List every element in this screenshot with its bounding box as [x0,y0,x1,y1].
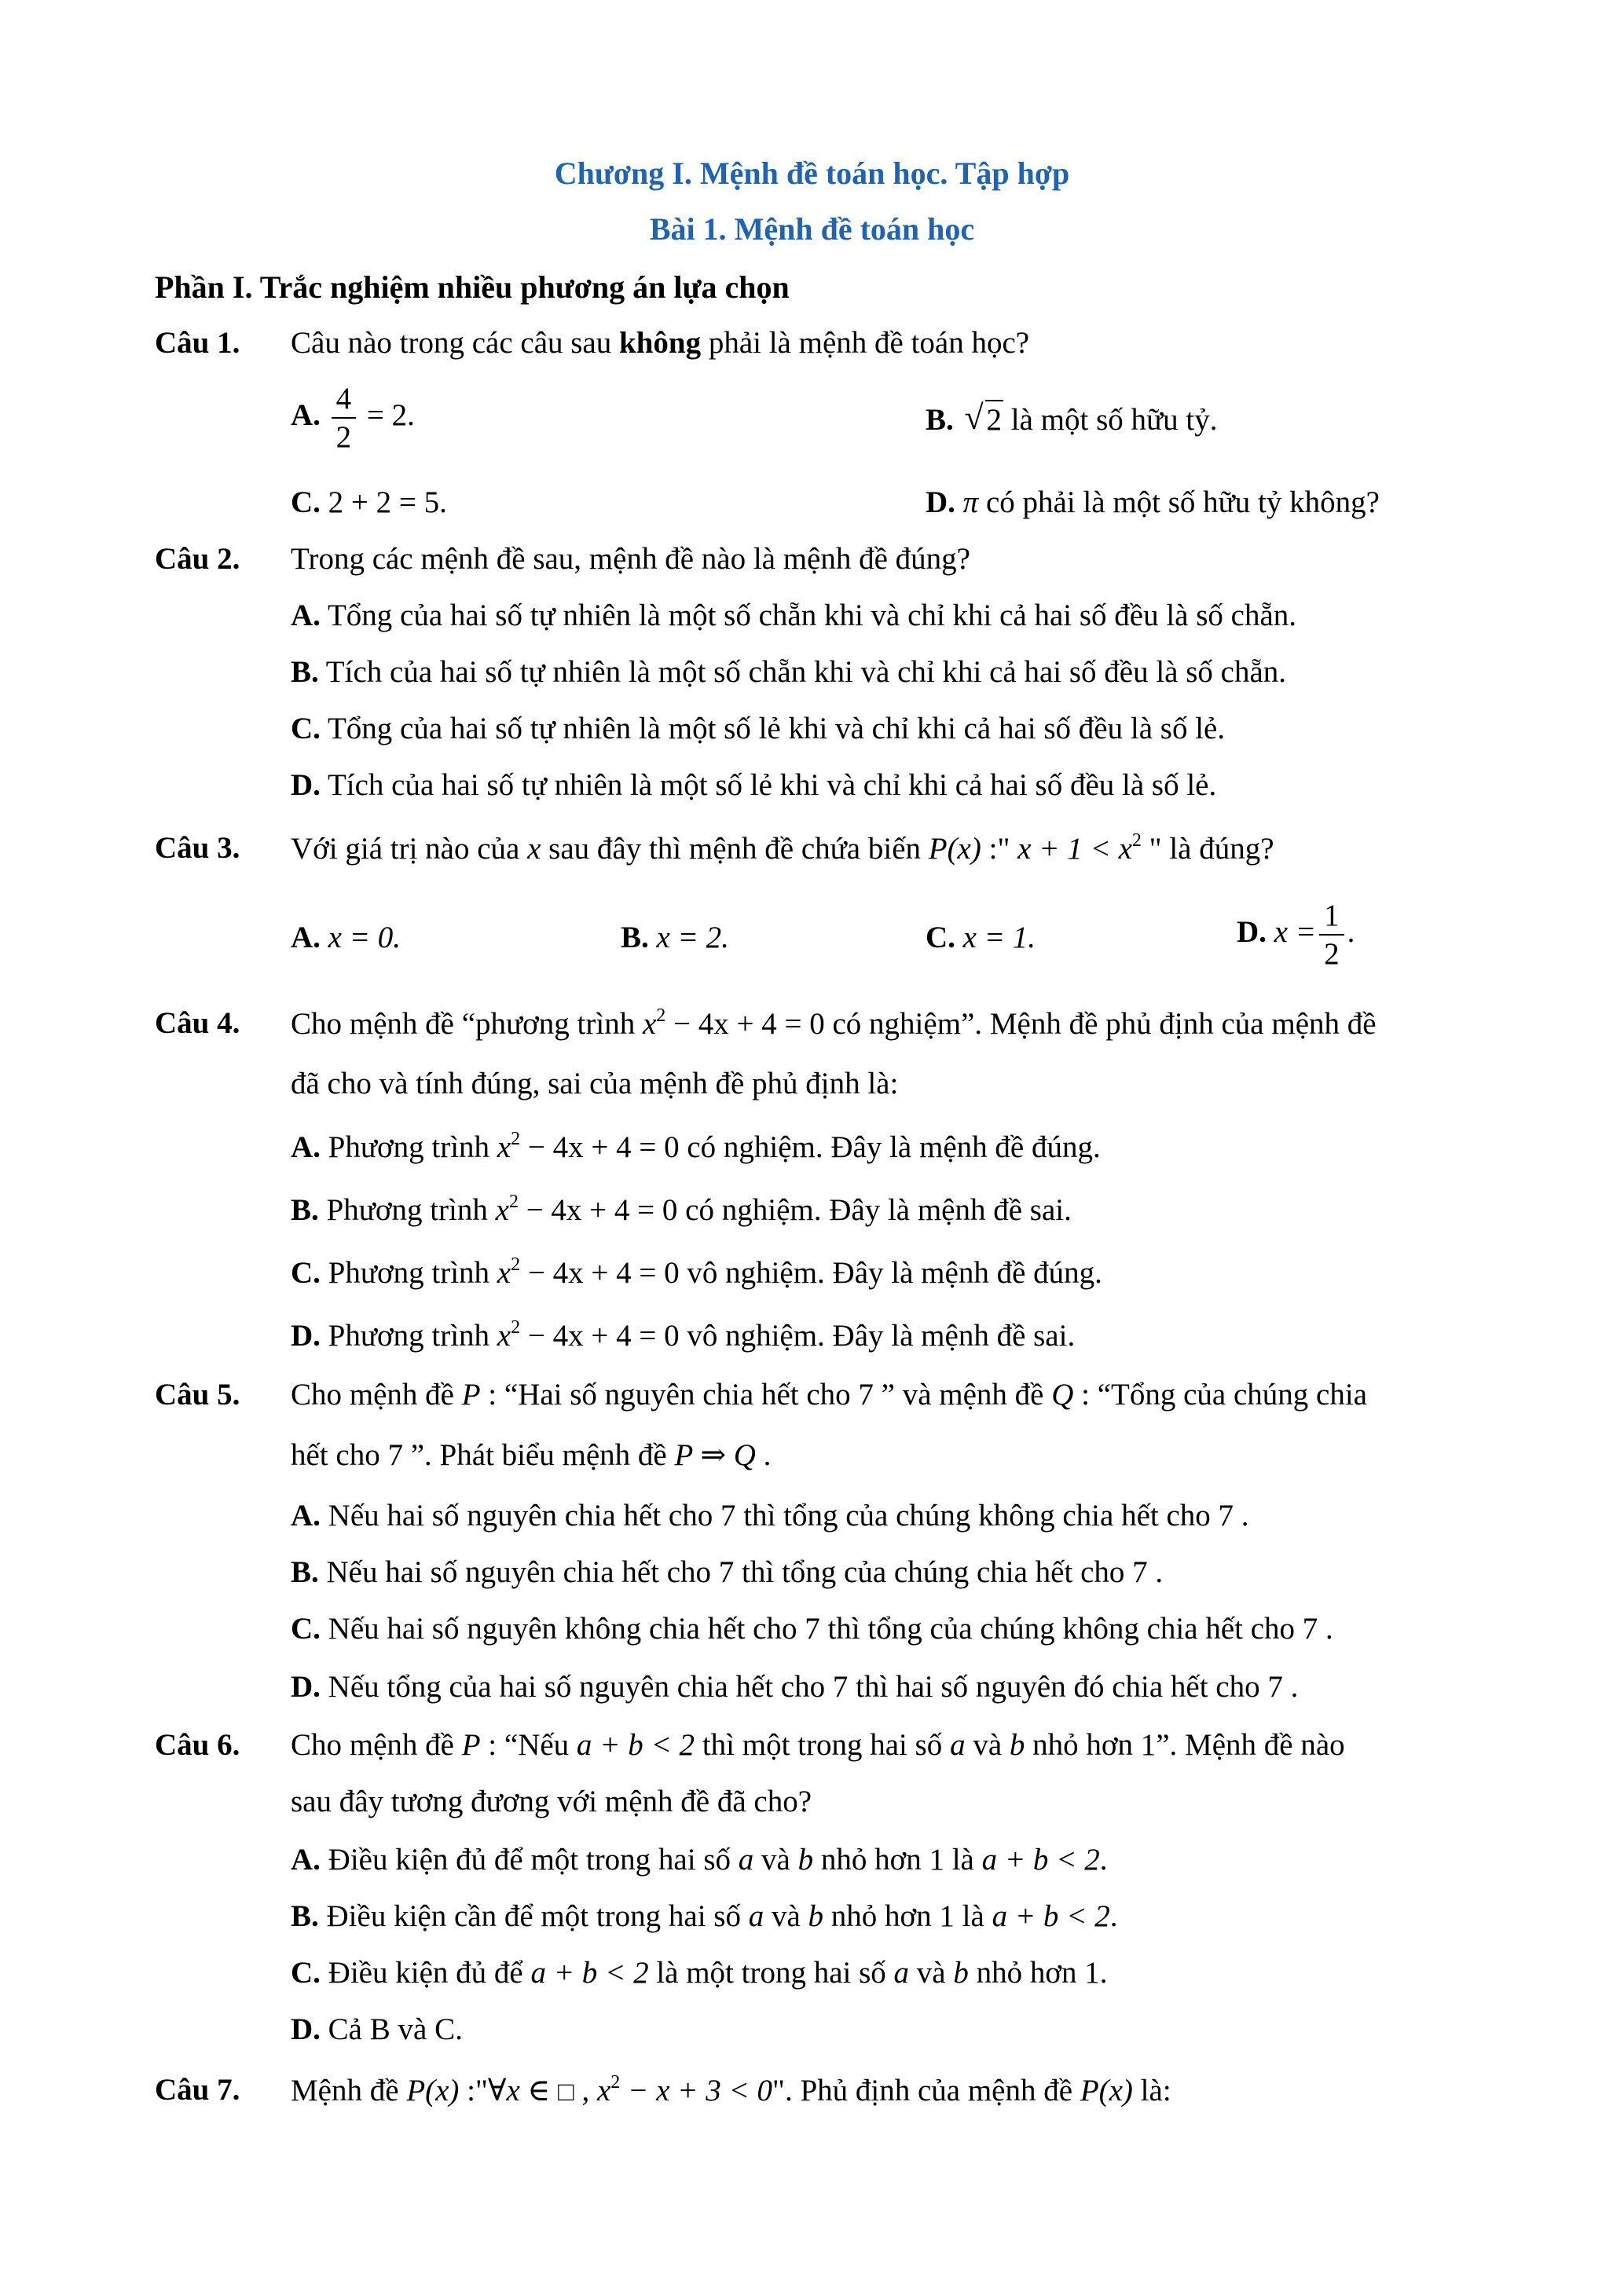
option-label: C. [291,485,321,519]
q2-option-b [291,654,1286,690]
option-label: C. [291,1612,321,1646]
option-text: Tổng của hai số tự nhiên là một số lẻ khi và chỉ khi cả hai số đều là số lẻ. [320,712,1226,745]
option-text: nhỏ hơn 1 là [813,1843,982,1877]
question-4-stem [291,1005,1377,1042]
option-label: C. [291,1956,321,1990]
variable-x: x [506,2074,520,2107]
inequality-expression: a + b < 2 [576,1728,695,1762]
option-text: Nếu hai số nguyên chia hết cho 7 thì tổng của chúng chia hết cho 7 . [318,1555,1164,1589]
section-title: Phần I. Trắc nghiệm nhiều phương án lựa chọn [155,269,790,305]
option-label: A. [291,1130,321,1164]
equation-variable: x [642,1007,657,1041]
equation-exponent: 2 [656,1005,666,1026]
option-label: A. [291,1499,321,1532]
q7-stem-text: . Phủ định của mệnh đề [784,2074,1080,2107]
option-label: B. [291,1899,319,1933]
q5-option-a [291,1498,1249,1533]
question-6-stem [291,1727,1345,1763]
q4-stem-text-end: có nghiệm”. Mệnh đề phủ định của mệnh đề [824,1007,1377,1041]
option-label: D. [926,485,955,519]
proposition-p: P [461,1728,481,1762]
option-text: Phương trình [320,1130,497,1164]
predicate: P(x) [928,832,981,866]
variable-a: a [738,1843,754,1877]
option-label: B. [291,1555,319,1589]
variable-a: a [748,1899,764,1933]
formula-quote-close: " [1141,832,1162,866]
equation-rest: − 4x + 4 = 0 [518,1193,678,1227]
q6-stem-text: : “Nếu [480,1728,577,1762]
option-text: là một số hữu tỷ. [1003,403,1218,437]
option-text: nhỏ hơn 1 là [823,1899,992,1933]
q4-option-b [291,1192,1072,1228]
option-label: D. [291,768,321,802]
q6-option-a [291,1842,1108,1877]
equation-exponent: 2 [508,1192,519,1212]
q3-option-a [291,920,401,955]
option-expression: x = 1. [962,921,1036,954]
option-text-end: có nghiệm. Đây là mệnh đề sai. [677,1193,1072,1227]
q3-stem-text-mid: sau đây thì mệnh đề chứa biến [541,832,929,866]
option-period: . [1099,1843,1108,1877]
question-4-label: Câu 4. [155,1006,240,1040]
q6-option-d [291,2012,463,2047]
q2-option-a [291,598,1296,633]
option-label: C. [291,1256,321,1290]
question-5-label: Câu 5. [155,1378,240,1412]
option-text: và [753,1843,798,1877]
option-label: D. [291,1319,321,1353]
variable-x: x [596,2074,611,2107]
question-2-label: Câu 2. [155,542,240,576]
implication-expression: P ⇒ Q [674,1438,756,1472]
equation-exponent: 2 [511,1317,521,1338]
option-label: C. [926,921,955,954]
option-text: và [909,1956,954,1990]
option-period: . [1347,914,1355,949]
option-expression: x = 0. [328,921,401,954]
fraction-denominator: 2 [1324,937,1340,971]
q5-stem-period: . [755,1438,772,1472]
square-root [964,398,1004,438]
option-text: có phải là một số hữu tỷ không? [978,485,1380,519]
element-of-symbol: ∈ [519,2074,559,2107]
option-period: . [1109,1899,1118,1933]
option-text: và [764,1899,808,1933]
q6-stem-text: thì một trong hai số [695,1728,951,1762]
option-label: B. [291,1193,319,1227]
predicate: P(x) [1080,2074,1133,2107]
option-text-end: vô nghiệm. Đây là mệnh đề đúng. [679,1256,1102,1290]
option-text: Nếu tổng của hai số nguyên chia hết cho 7 thì hai số nguyên đó chia hết cho 7 . [320,1670,1299,1704]
option-text: Phương trình [320,1256,497,1290]
equation-variable: x [497,1130,511,1164]
q1-stem-emphasis: không [619,326,702,360]
formula-inequality: x + 1 < x [1017,832,1132,866]
equation-rest: − 4x + 4 = 0 [665,1007,825,1041]
q1-stem-text: Câu nào trong các câu sau [291,326,619,360]
option-text: Cả B và C. [320,2012,463,2046]
formula-quote-close: " [772,2074,785,2107]
question-1-stem [291,325,1029,361]
inequality-expression: a + b < 2 [981,1843,1100,1877]
variable-b: b [953,1956,969,1990]
q1-option-b [926,398,1218,438]
q2-option-c [291,711,1225,746]
option-text: Nếu hai số nguyên chia hết cho 7 thì tổng của chúng không chia hết cho 7 . [320,1499,1249,1532]
option-label: A. [291,599,321,632]
set-symbol: □ [558,2078,574,2107]
q5-stem-text: hết cho 7 ”. Phát biểu mệnh đề [291,1438,675,1472]
fraction-numerator: 4 [332,383,357,419]
q5-option-b [291,1554,1163,1590]
variable-b: b [1009,1728,1025,1762]
q1-stem-text-end: phải là mệnh đề toán học? [701,326,1030,360]
formula-quantifier: :"∀ [459,2074,507,2107]
q7-stem-text-end: là: [1132,2074,1171,2107]
option-text: Điều kiện đủ để một trong hai số [320,1843,739,1877]
q5-stem-text: Cho mệnh đề [291,1378,462,1412]
q6-stem-text-end: nhỏ hơn 1”. Mệnh đề nào [1025,1728,1345,1762]
option-label: B. [621,921,649,954]
option-text-end: có nghiệm. Đây là mệnh đề đúng. [679,1130,1101,1164]
option-label: A. [291,921,321,954]
equation-rest: − 4x + 4 = 0 [520,1130,680,1164]
variable-b: b [808,1899,824,1933]
option-label: C. [291,712,321,745]
q5-option-d [291,1669,1298,1705]
chapter-title: Chương I. Mệnh đề toán học. Tập hợp [554,156,1070,191]
q3-option-c [926,920,1036,955]
option-text: Tích của hai số tự nhiên là một số chẵn khi và chỉ khi cả hai số đều là số chẵn. [318,655,1287,689]
q4-stem-text: Cho mệnh đề “phương trình [291,1007,643,1041]
q7-stem-text: Mệnh đề [291,2074,407,2107]
predicate: P(x) [406,2074,460,2107]
q4-option-c [291,1254,1102,1291]
equation-variable: x [497,1319,511,1353]
proposition-p: P [461,1378,481,1412]
inequality-expression: a + b < 2 [992,1899,1110,1933]
q5-option-c [291,1611,1333,1646]
fraction [332,383,357,452]
option-label: A. [291,397,321,432]
equation-variable: x [497,1256,511,1290]
question-5-stem-line-2 [291,1437,771,1473]
option-text: Phương trình [320,1319,497,1353]
radicand: 2 [985,400,1004,437]
q5-stem-text-end: : “Tổng của chúng chia [1073,1378,1368,1412]
option-text: Nếu hai số nguyên không chia hết cho 7 thì tổng của chúng không chia hết cho 7 . [320,1612,1333,1646]
q6-stem-text: và [965,1728,1010,1762]
option-expression: x = 2. [656,921,729,954]
equation-exponent: 2 [511,1129,521,1149]
pi-symbol: π [962,485,979,519]
q4-option-a [291,1129,1101,1165]
q1-option-d [926,485,1380,520]
equation-rest: − 4x + 4 = 0 [520,1256,680,1290]
proposition-q: Q [1051,1378,1074,1412]
formula-exponent: 2 [610,2072,621,2093]
q3-option-d [1237,900,1355,969]
option-expression: 2 + 2 = 5. [328,485,447,519]
equation-rest: − 4x + 4 = 0 [520,1319,680,1353]
equation-variable: x [495,1193,509,1227]
option-text: Tích của hai số tự nhiên là một số lẻ khi và chỉ khi cả hai số đều là số lẻ. [320,768,1217,802]
formula-exponent: 2 [1131,830,1142,851]
q6-option-c [291,1955,1107,1990]
option-expression: x = [1274,914,1317,949]
question-2-stem: Trong các mệnh đề sau, mệnh đề nào là mệnh đề đúng? [291,542,970,576]
equation-exponent: 2 [511,1254,521,1275]
option-text: Tổng của hai số tự nhiên là một số chẵn khi và chỉ khi cả hai số đều là số chẵn. [320,599,1297,632]
option-text: Phương trình [318,1193,496,1227]
question-7-stem [291,2072,1171,2108]
fraction [1319,900,1344,969]
fraction-denominator: 2 [335,420,352,454]
question-6-label: Câu 6. [155,1728,240,1762]
variable-a: a [893,1956,910,1990]
option-text: Điều kiện cần để một trong hai số [318,1899,749,1933]
question-3-label: Câu 3. [155,831,240,865]
option-label: D. [291,2012,321,2046]
option-label: B. [291,655,319,689]
option-text-end: vô nghiệm. Đây là mệnh đề sai. [679,1319,1076,1353]
q3-stem-text: Với giá trị nào của [291,832,528,866]
formula-comma: , [574,2074,597,2107]
fraction-numerator: 1 [1319,900,1344,936]
question-3-stem [291,830,1274,866]
question-7-label: Câu 7. [155,2073,240,2107]
variable-x: x [527,832,541,866]
option-label: D. [291,1670,321,1704]
option-label: D. [1237,914,1267,949]
q5-stem-text-mid: : “Hai số nguyên chia hết cho 7 ” và mệnh đề [480,1378,1052,1412]
question-4-stem-line-2: đã cho và tính đúng, sai của mệnh đề phủ định là: [291,1067,899,1100]
inequality-expression: a + b < 2 [530,1956,649,1990]
option-text: Điều kiện đủ để [320,1956,531,1990]
question-6-stem-line-2: sau đây tương đương với mệnh đề đã cho? [291,1785,812,1818]
formula-quote-open: :" [981,832,1018,866]
option-text: = 2. [359,397,415,432]
option-text-end: nhỏ hơn 1. [968,1956,1108,1990]
q6-option-b [291,1899,1117,1934]
q4-option-d [291,1317,1075,1353]
radical-sign: √ [964,398,984,437]
option-text: là một trong hai số [648,1956,894,1990]
q3-stem-text-end: là đúng? [1161,832,1274,866]
q3-option-b [621,920,729,955]
lesson-title: Bài 1. Mệnh đề toán học [649,211,975,247]
formula-inequality: − x + 3 < 0 [620,2074,773,2107]
option-label: B. [926,403,954,437]
variable-a: a [950,1728,966,1762]
variable-b: b [797,1843,814,1877]
q2-option-d [291,767,1216,803]
q1-option-a [291,383,415,452]
question-1-label: Câu 1. [155,326,240,360]
q6-stem-text: Cho mệnh đề [291,1728,462,1762]
option-label: A. [291,1843,321,1877]
q1-option-c [291,485,447,520]
question-5-stem [291,1377,1367,1412]
